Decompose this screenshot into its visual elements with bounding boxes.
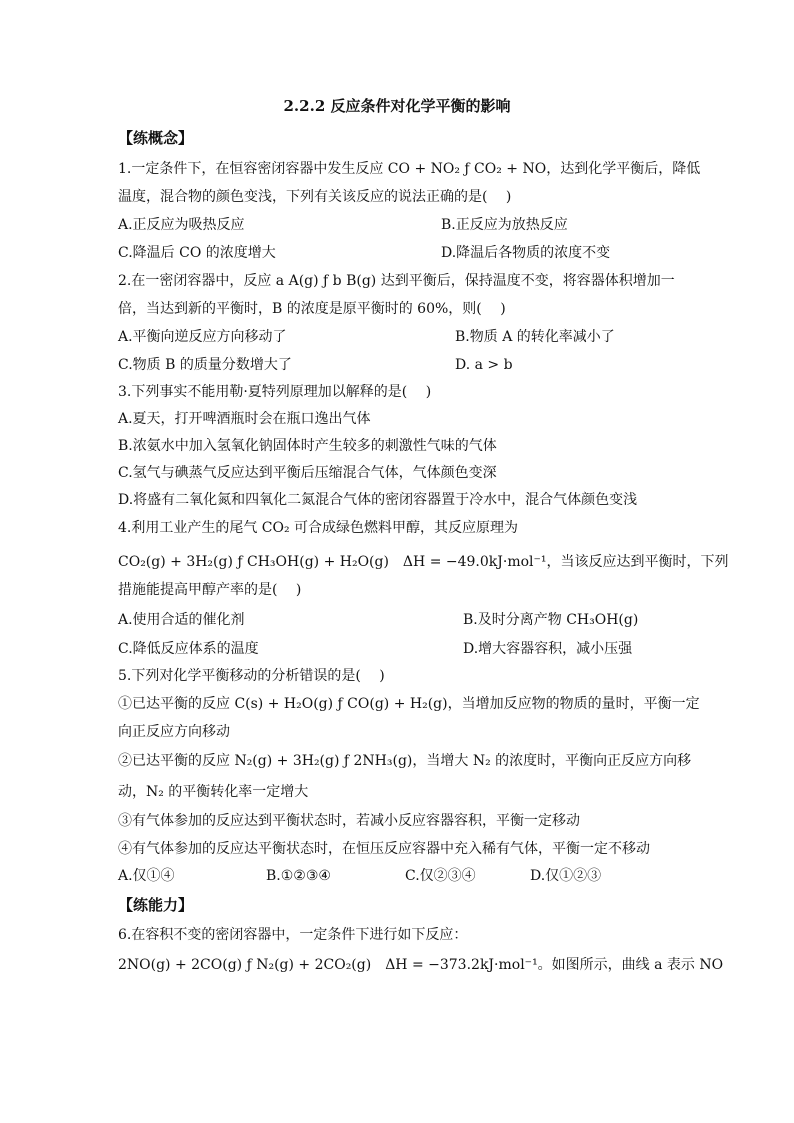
q5-option-a: A.仅①④ [118,868,175,884]
q5-statement-4: ④有气体参加的反应达平衡状态时，在恒压反应容器中充入稀有气体，平衡一定不移动 [118,841,650,857]
page-title: 2.2.2 反应条件对化学平衡的影响 [283,97,511,115]
q2-option-c: C.物质 B 的质量分数增大了 [118,357,292,373]
q5-statement-3: ③有气体参加的反应达到平衡状态时，若减小反应容器容积，平衡一定移动 [118,813,580,829]
section-heading-concepts: 【练概念】 [118,129,194,147]
q4-option-b: B.及时分离产物 CH₃OH(g) [463,612,639,628]
q4-option-c: C.降低反应体系的温度 [118,641,259,657]
q4-stem-line1: 4.利用工业产生的尾气 CO₂ 可合成绿色燃料甲醇，其反应原理为 [118,520,519,536]
q5-statement-2-line1: ②已达平衡的反应 N₂(g) + 3H₂(g) ƒ 2NH₃(g)，当增大 N₂ 的浓度时，平衡向正反应方向移 [118,753,692,769]
q3-option-d: D.将盛有二氧化氮和四氧化二氮混合气体的密闭容器置于冷水中，混合气体颜色变浅 [118,492,638,508]
q3-option-a: A.夏天，打开啤酒瓶时会在瓶口逸出气体 [118,411,371,427]
q5-option-b: B.①②③④ [266,868,331,884]
q2-option-b: B.物质 A 的转化率减小了 [455,329,615,345]
q1-stem-line1: 1.一定条件下，在恒容密闭容器中发生反应 CO + NO₂ ƒ CO₂ + NO，达到化学平衡后，降低 [118,161,701,177]
q3-option-b: B.浓氨水中加入氢氧化钠固体时产生较多的刺激性气味的气体 [118,438,497,454]
q1-option-c: C.降温后 CO 的浓度增大 [118,245,276,261]
q5-statement-1-line2: 向正反应方向移动 [118,724,230,740]
section-heading-ability: 【练能力】 [118,896,194,914]
q4-option-d: D.增大容器容积，减小压强 [463,641,633,657]
q5-statement-1-line1: ①已达平衡的反应 C(s) + H₂O(g) ƒ CO(g) + H₂(g)，当增加反应物的物质的量时，平衡一定 [118,696,700,712]
q1-stem-line2: 温度，混合物的颜色变浅，下列有关该反应的说法正确的是( ) [118,189,512,205]
q4-option-a: A.使用合适的催化剂 [118,612,245,628]
q2-stem-line1: 2.在一密闭容器中，反应 a A(g) ƒ b B(g) 达到平衡后，保持温度不变，将容器体积增加一 [118,273,675,289]
q4-equation-line: CO₂(g) + 3H₂(g) ƒ CH₃OH(g) + H₂O(g) ΔH = −49.0kJ·mol⁻¹，当该反应达到平衡时，下列 [118,554,729,570]
q5-statement-2-line2: 动，N₂ 的平衡转化率一定增大 [118,784,309,800]
q5-option-d: D.仅①②③ [530,868,602,884]
q1-option-a: A.正反应为吸热反应 [118,217,245,233]
q2-option-a: A.平衡向逆反应方向移动了 [118,329,287,345]
q2-option-d: D. a > b [455,357,513,373]
q4-stem-line3: 措施能提高甲醇产率的是( ) [118,582,302,598]
q6-stem-line1: 6.在容积不变的密闭容器中，一定条件下进行如下反应： [118,927,468,943]
q3-option-c: C.氢气与碘蒸气反应达到平衡后压缩混合气体，气体颜色变深 [118,465,497,481]
q6-equation-line: 2NO(g) + 2CO(g) ƒ N₂(g) + 2CO₂(g) ΔH = −373.2kJ·mol⁻¹。如图所示，曲线 a 表示 NO [118,957,724,973]
q5-stem: 5.下列对化学平衡移动的分析错误的是( ) [118,668,385,684]
q1-option-b: B.正反应为放热反应 [441,217,568,233]
q3-stem: 3.下列事实不能用勒·夏特列原理加以解释的是( ) [118,384,432,400]
q1-option-d: D.降温后各物质的浓度不变 [441,245,611,261]
q5-option-c: C.仅②③④ [405,868,476,884]
q2-stem-line2: 倍，当达到新的平衡时，B 的浓度是原平衡时的 60%，则( ) [118,301,506,317]
